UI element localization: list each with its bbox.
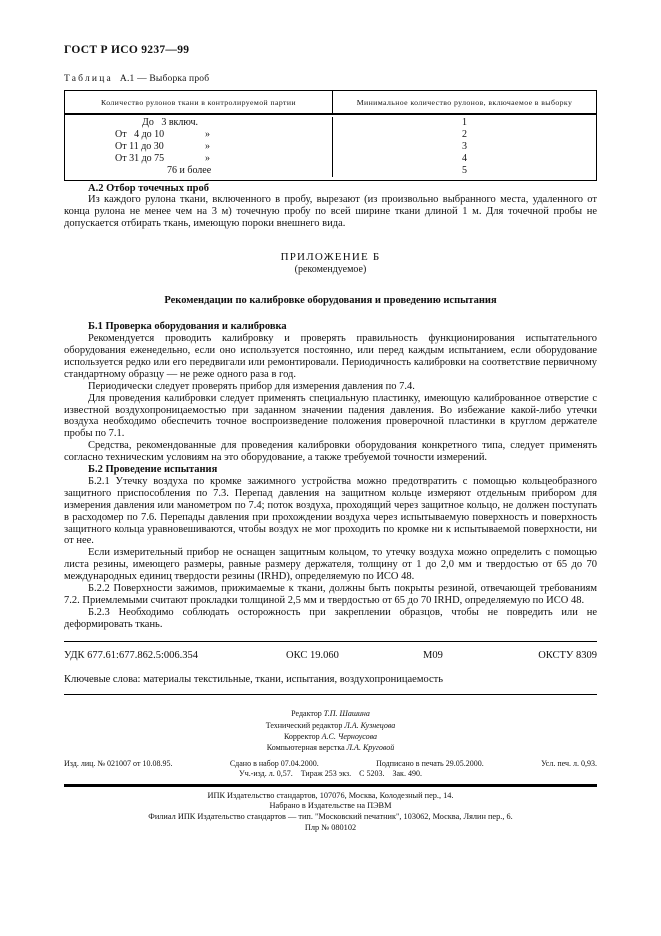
table-cell-value: 3 — [462, 140, 467, 152]
editor-name: А.С. Черноусова — [321, 732, 378, 742]
section-b2-heading: Б.2 Проведение испытания — [88, 464, 218, 476]
table-row — [65, 129, 596, 141]
classification-row — [64, 650, 597, 663]
imprint-line-2: Уч.-изд. л. 0,57. Тираж 253 экз. С 5203. Зак. 490. — [239, 769, 422, 779]
repeat-mark: » — [205, 140, 210, 152]
table-cell-range — [65, 153, 333, 165]
table-row — [65, 117, 596, 129]
typeset-note: Набрано в Издательстве на ПЭВМ — [269, 801, 392, 811]
table-cell-range — [65, 165, 333, 177]
annex-sublabel: (рекомендуемое) — [294, 264, 367, 276]
editor-name: Т.П. Шашина — [323, 709, 370, 719]
range-text: От 11 до 30 — [115, 140, 164, 152]
printer-license: Плр № 080102 — [304, 822, 357, 832]
table-cell-value: 2 — [462, 128, 467, 140]
repeat-mark: » — [205, 128, 210, 140]
table-cell-range — [65, 129, 333, 141]
table-a1 — [64, 90, 597, 181]
editors-block — [64, 708, 597, 754]
publisher-block — [64, 791, 597, 833]
table-cell-range — [65, 117, 333, 129]
imprint-sheets: Усл. печ. л. 0,93. — [541, 758, 597, 768]
page-content — [64, 0, 597, 833]
repeat-mark: » — [205, 152, 210, 164]
editor-role: Компьютерная верстка — [266, 743, 345, 753]
table-caption-label: Таблица — [64, 74, 113, 84]
okstu-code: ОКСТУ 8309 — [538, 650, 597, 662]
section-b1-paragraph-1: Рекомендуется проводить калибровку и проверять правильность функционирования испытательного оборудования еженедельно, если оно используется постоянно, или перед каждым испытанием, если оборудование используется редко или его передвигали или ремонтировали. Периодичность калибровки на соответствие первичному стандартному образцу — не реже одного раза в год. — [64, 333, 597, 380]
editor-line — [64, 731, 597, 742]
editor-line — [64, 742, 597, 753]
table-row — [65, 141, 596, 153]
table-cell-value: 1 — [462, 117, 467, 128]
publisher-address: ИПК Издательство стандартов, 107076, Москва, Колодезный пер., 14. — [207, 790, 454, 800]
section-b1-heading: Б.1 Проверка оборудования и калибровка — [88, 321, 287, 333]
section-b1-paragraph-4: Средства, рекомендованные для проведения калибровки оборудования конкретного типа, следует применять согласно техническим условиям на это оборудование, а также требуемой точности измерений. — [64, 440, 597, 464]
range-text: От 31 до 75 — [115, 152, 165, 164]
editor-role: Корректор — [283, 732, 320, 742]
range-text: До 3 включ. — [142, 117, 199, 128]
section-b2-paragraph-3: Б.2.2 Поверхности зажимов, прижимаемые к ткани, должны быть покрыты резиной, отвечающей требованиям 7.2. Приемлемыми считают прокладки толщиной 2,5 мм и твердостью от 65 до 70 IRHD, определяемую по ИСО 48. — [64, 583, 597, 606]
editor-line — [64, 708, 597, 719]
table-row — [65, 165, 596, 177]
editor-role: Технический редактор — [265, 720, 343, 730]
editor-name: Л.А. Круговой — [346, 743, 395, 753]
annex-title: Рекомендации по калибровке оборудования и проведению испытания — [164, 295, 497, 307]
table-row — [65, 153, 596, 165]
section-b2-paragraph-2: Если измерительный прибор не оснащен защитным кольцом, то утечку воздуха можно определить с помощью листа резины, имеющего размеры, равные размеру держателя, толщину от 1 до 2,0 мм и твердостью от 65 до 70 международных единиц твердости резины (IRHD), определяемую по ИСО 48. — [64, 547, 597, 583]
table-cell-range — [65, 141, 333, 153]
doc-number: ГОСТ Р ИСО 9237—99 — [64, 44, 190, 56]
keywords-line: Ключевые слова: материалы текстильные, ткани, испытания, воздухопроницаемость — [64, 674, 444, 686]
section-a2-heading: А.2 Отбор точечных проб — [88, 182, 209, 194]
udk-code: УДК 677.61:677.862.5:006.354 — [64, 650, 198, 662]
imprint-typeset-date: Сдано в набор 07.04.2000. — [229, 758, 319, 768]
imprint-print-date: Подписано в печать 29.05.2000. — [376, 758, 484, 768]
printer-address: Филиал ИПК Издательство стандартов — тип. "Московский печатник", 103062, Москва, Лялин пер., 6. — [148, 812, 513, 822]
m-code: М09 — [423, 650, 443, 662]
oks-code: ОКС 19.060 — [286, 650, 339, 662]
editor-name: Л.А. Кузнецова — [344, 720, 396, 730]
editor-role: Редактор — [291, 709, 322, 719]
divider-below-keywords — [64, 694, 597, 695]
table-body — [65, 115, 596, 180]
annex-label: ПРИЛОЖЕНИЕ Б — [280, 251, 381, 264]
table-header-row — [65, 91, 596, 115]
table-col1-header: Количество рулонов ткани в контролируемой партии — [65, 91, 333, 113]
section-b1-paragraph-3: Для проведения калибровки следует применять специальную пластинку, имеющую калиброванное отверстие с известной воздухопроницаемостью при заданном значении падения давления. Во избежание какой-либо утечки воздуха необходимо обеспечить точное воспроизведение положения проверочной пластинки в круглом держателе пробы по 7.1. — [64, 392, 597, 440]
range-text: От 4 до 10 — [115, 128, 165, 140]
table-cell-value: 5 — [462, 164, 467, 176]
table-col2-header: Минимальное количество рулонов, включаемое в выборку — [356, 97, 573, 107]
range-text: 76 и более — [167, 164, 212, 176]
imprint-license: Изд. лиц. № 021007 от 10.08.95. — [64, 758, 173, 768]
section-b2-paragraph-4: Б.2.3 Необходимо соблюдать осторожность при закреплении образцов, чтобы не повредить или не деформировать ткань. — [64, 606, 597, 630]
table-caption-text: А.1 — Выборка проб — [119, 74, 210, 84]
editor-line — [64, 720, 597, 731]
section-b1-paragraph-2: Периодически следует проверять прибор для измерения давления по 7.4. — [88, 380, 415, 392]
table-cell-value: 4 — [462, 152, 467, 164]
section-a2-paragraph: Из каждого рулона ткани, включенного в пробу, вырезают (из произвольно выбранного места, удаленного от конца рулона не менее чем на 3 м) точечную пробу по всей ширине ткани длиной 1 м. Для точечной пробы не допускается отбирать ткань, имеющую пороки внешнего вида. — [64, 194, 597, 230]
divider-above-udk — [64, 641, 597, 643]
section-b2-paragraph-1: Б.2.1 Утечку воздуха по кромке зажимного устройства можно предотвратить с помощью кольцеобразного защитного приспособления по 7.3. Перепад давления на защитном кольце измеряют отдельным прибором для измерения давления или манометром по 7.4; поток воздуха, проходящий через защитное кольцо, не должен поступать в расходомер по 7.6. Перепады давления при прохождении воздуха через испытываемую поверхность и поверхность защитного кольца уравновешиваются, чтобы воздух не мог проходить по кромке ни к испытываемой поверхности, ни от нее. — [64, 475, 597, 547]
imprint-line-1 — [64, 759, 597, 770]
table-caption — [64, 74, 597, 84]
divider-thick — [64, 784, 597, 787]
